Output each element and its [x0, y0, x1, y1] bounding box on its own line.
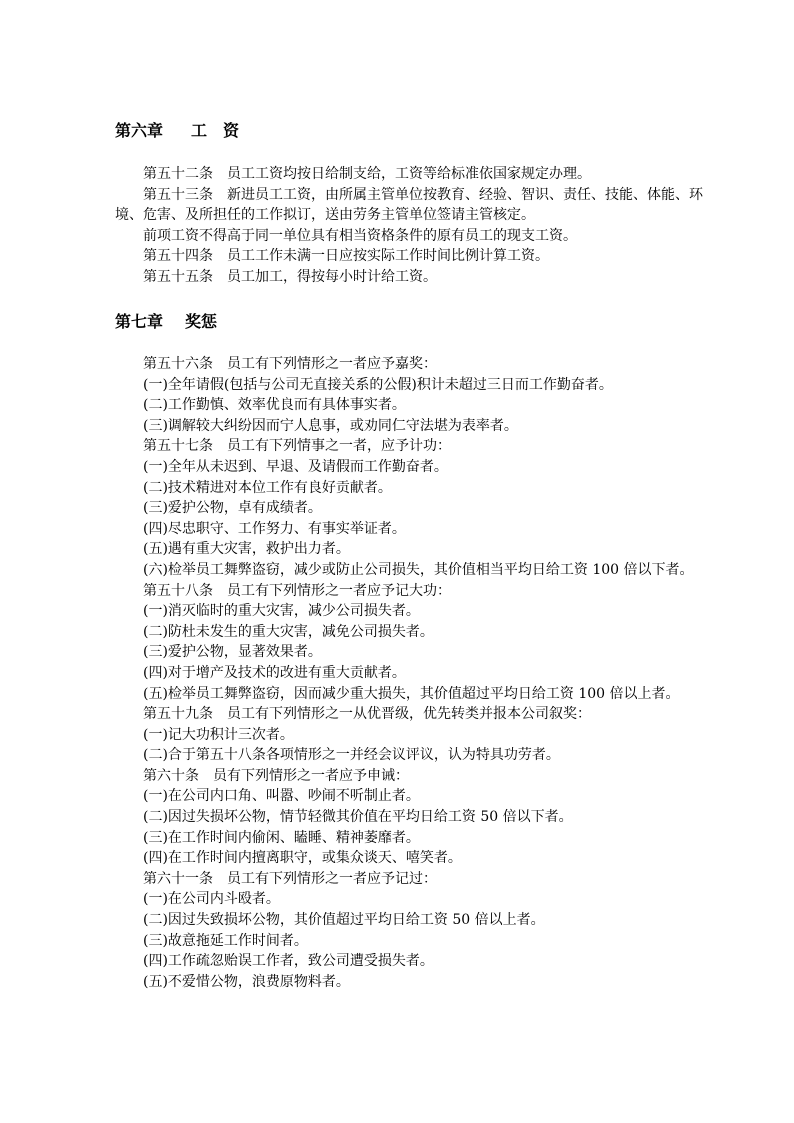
- article-59: 第五十九条 员工有下列情形之一从优晋级，优先转类并报本公司叙奖：: [143, 706, 591, 723]
- article-60-item-4: (四)在工作时间内擅离职守，或集众谈天、嘻笑者。: [143, 850, 462, 867]
- article-60-item-3: (三)在工作时间内偷闲、瞌睡、精神萎靡者。: [143, 829, 420, 846]
- chapter-6-heading: [115, 121, 239, 141]
- article-53-note: 前项工资不得高于同一单位具有相当资格条件的原有员工的现支工资。: [143, 227, 577, 244]
- article-57-item-2: (二)技术精进对本位工作有良好贡献者。: [143, 479, 392, 496]
- article-58-item-3: (三)爱护公物，显著效果者。: [143, 644, 322, 661]
- article-57-item-4: (四)尽忠职守、工作努力、有事实举证者。: [143, 520, 406, 537]
- article-61-item-1: (一)在公司内斗殴者。: [143, 891, 280, 908]
- article-61-item-5: (五)不爱惜公物，浪费原物料者。: [143, 973, 350, 990]
- article-58: 第五十八条 员工有下列情形之一者应予记大功：: [143, 582, 451, 599]
- article-56-item-2: (二)工作勤慎、效率优良而有具体事实者。: [143, 397, 406, 414]
- article-57-item-5: (五)遇有重大灾害，救护出力者。: [143, 541, 350, 558]
- article-52: 第五十二条 员工工资均按日给制支给，工资等给标准依国家规定办理。: [143, 166, 591, 182]
- article-53: 第五十三条 新进员工工资，由所属主管单位按教育、经验、智识、责任、技能、体能、环境、危害、及所担任的工作拟订，送由劳务主管单位签请主管核定。: [115, 186, 703, 224]
- chapter-6-body: [115, 164, 725, 288]
- article-57-item-1: (一)全年从未迟到、早退、及请假而工作勤奋者。: [143, 458, 448, 475]
- chapter-6-title: 工 资: [191, 121, 240, 140]
- article-57: 第五十七条 员工有下列情事之一者，应予计功：: [143, 438, 451, 455]
- chapter-7-number: 第七章: [115, 312, 164, 331]
- article-58-item-5: (五)检举员工舞弊盗窃，因而减少重大损失，其价值超过平均日给工资 100 倍以上者。: [143, 685, 680, 702]
- article-59-item-1: (一)记大功积计三次者。: [143, 726, 294, 743]
- article-56: 第五十六条 员工有下列情形之一者应予嘉奖：: [143, 356, 437, 372]
- chapter-7-body: [115, 354, 725, 992]
- article-59-item-2: (二)合于第五十八条各项情形之一并经会议评议，认为特具功劳者。: [143, 747, 560, 764]
- article-61-item-3: (三)故意拖延工作时间者。: [143, 932, 308, 949]
- article-56-item-1: (一)全年请假(包括与公司无直接关系的公假)积计未超过三日而工作勤奋者。: [143, 376, 613, 393]
- article-57-item-3: (三)爱护公物，卓有成绩者。: [143, 500, 322, 517]
- article-58-item-4: (四)对于增产及技术的改进有重大贡献者。: [143, 664, 406, 681]
- chapter-6-number: 第六章: [115, 121, 164, 140]
- article-57-item-6: (六)检举员工舞弊盗窃，减少或防止公司损失，其价值相当平均日给工资 100 倍以下者。: [143, 561, 694, 578]
- article-61-item-2: (二)因过失致损坏公物，其价值超过平均日给工资 50 倍以上者。: [143, 912, 545, 929]
- article-56-item-3: (三)调解较大纠纷因而宁人息事，或劝同仁守法堪为表率者。: [143, 417, 518, 434]
- article-54: 第五十四条 员工工作未满一日应按实际工作时间比例计算工资。: [143, 248, 549, 265]
- article-60-item-1: (一)在公司内口角、叫嚣、吵闹不听制止者。: [143, 788, 420, 805]
- article-60-item-2: (二)因过失损坏公物，情节轻微其价值在平均日给工资 50 倍以下者。: [143, 809, 573, 826]
- chapter-7-heading: [115, 312, 217, 332]
- article-55: 第五十五条 员工加工，得按每小时计给工资。: [143, 268, 437, 285]
- article-61-item-4: (四)工作疏忽贻误工作者，致公司遭受损失者。: [143, 953, 434, 970]
- article-58-item-2: (二)防杜未发生的重大灾害，减免公司损失者。: [143, 623, 434, 640]
- article-60: 第六十条 员有下列情形之一者应予申诫：: [143, 767, 409, 784]
- article-61: 第六十一条 员工有下列情形之一者应予记过：: [143, 870, 437, 887]
- chapter-7-title: 奖惩: [185, 312, 218, 331]
- article-58-item-1: (一)消灭临时的重大灾害，减少公司损失者。: [143, 603, 420, 620]
